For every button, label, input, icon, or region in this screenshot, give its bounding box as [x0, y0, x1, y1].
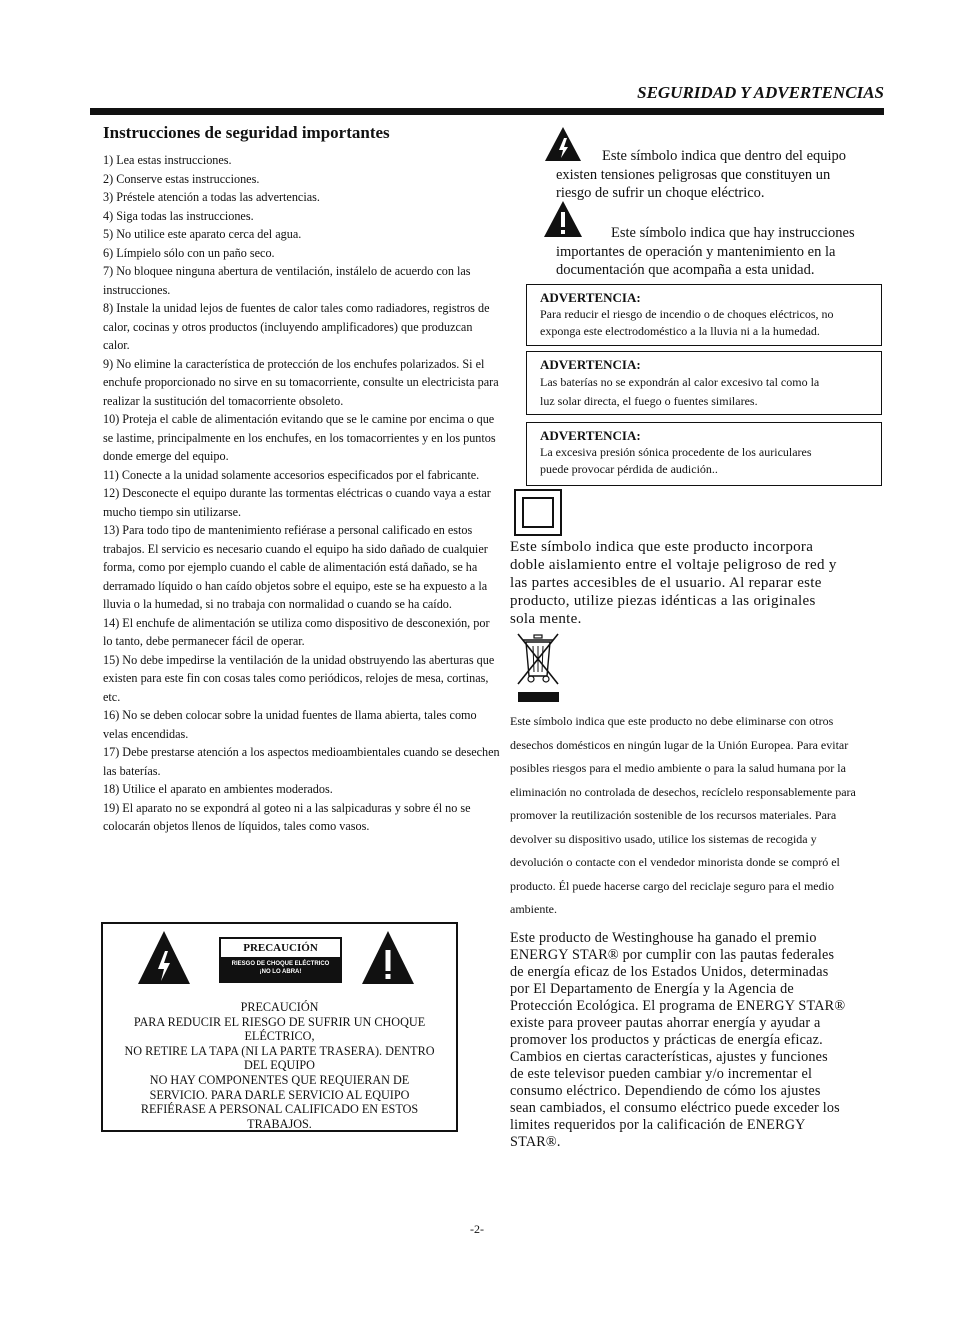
instructions-heading: Instrucciones de seguridad importantes: [103, 123, 390, 142]
text-line: Protección Ecológica. El programa de ENERGY STAR®: [510, 998, 846, 1014]
caution-line: NO HAY COMPONENTES QUE REQUIERAN DE: [149, 1072, 410, 1087]
double-insulation-text: [510, 538, 882, 628]
text-line: desechos domésticos en ningún lugar de la Unión Europea. Para evitar: [510, 737, 849, 752]
symbol-text-line: riesgo de sufrir un choque eléctrico.: [556, 185, 765, 201]
caution-line: TRABAJOS.: [247, 1116, 312, 1131]
list-item: 17) Debe prestarse atención a los aspectos medioambientales cuando se desechen las baterías.: [103, 745, 500, 778]
warning-box-headphones: [526, 422, 882, 486]
text-line: consumo eléctrico. Dependiendo de cómo los ajustes: [510, 1083, 821, 1099]
caution-line: NO RETIRE LA TAPA (NI LA PARTE TRASERA). DENTRO: [124, 1043, 435, 1058]
list-item: 18) Utilice el aparato en ambientes moderados.: [103, 782, 333, 796]
energy-star-text: [510, 930, 890, 1151]
list-item: 19) El aparato no se expondrá al goteo ni a las salpicaduras y sobre él no se colocarán objetos llenos de líquidos, tales como vasos.: [103, 800, 471, 833]
safety-instructions: [103, 122, 501, 836]
list-item: 6) Límpielo sólo con un paño seco.: [103, 245, 275, 260]
weee-text: [510, 710, 910, 922]
caution-line: SERVICIO. PARA DARLE SERVICIO AL EQUIPO: [149, 1087, 410, 1102]
warning-title: ADVERTENCIA:: [540, 290, 641, 305]
list-item: 5) No utilice este aparato cerca del agua.: [103, 227, 302, 241]
text-line: promover los productos y prácticas de energía eficaz.: [510, 1032, 823, 1048]
symbol-text-line: Este símbolo indica que dentro del equipo: [602, 148, 847, 164]
text-line: producto, utilize piezas idénticas a las originales: [510, 593, 816, 609]
text-line: de energía eficaz de los Estados Unidos, determinadas: [510, 964, 829, 980]
text-line: producto. Él puede hacerse cargo del reciclaje seguro para el medio: [510, 878, 834, 893]
list-item: 14) El enchufe de alimentación se utiliza como dispositivo de desconexión, por lo tanto, debe permanecer fácil de operar.: [103, 615, 490, 648]
warning-box-rain: [526, 284, 882, 346]
warning-line: La excesiva presión sónica procedente de los auriculares: [540, 445, 812, 459]
text-line: devolución o contacte con el vendedor minorista donde se compró el: [510, 855, 840, 869]
caution-label-title: PRECAUCIÓN: [221, 939, 340, 957]
text-line: sola mente.: [510, 611, 582, 627]
list-item: 2) Conserve estas instrucciones.: [103, 171, 260, 186]
list-item: 9) No elimine la característica de protección de los enchufes polarizados. Si el enchufe proporcionado no sirve en su tomacorriente, consulte un electricista para realizar la sustitución del tomacorriente obsoleto.: [103, 356, 499, 408]
caution-line: ELÉCTRICO,: [244, 1029, 315, 1044]
text-line: Este símbolo indica que este producto no debe eliminarse con otros: [510, 714, 834, 728]
text-line: existe para proveer pautas ahorrar energía y ayudar a: [510, 1015, 821, 1031]
page-number: -2-: [470, 1222, 484, 1236]
text-line: promover la reutilización sostenible de los recursos materiales. Para: [510, 808, 837, 822]
list-item: 12) Desconecte el equipo durante las tormentas eléctricas o cuando vaya a estar mucho tiempo sin utilizarse.: [103, 486, 491, 519]
text-line: Este símbolo indica que este producto incorpora: [510, 539, 814, 555]
header-rule: [90, 108, 884, 115]
exclamation-symbol-text: [556, 224, 886, 280]
caution-line: REFIÉRASE A PERSONAL CALIFICADO EN ESTOS: [140, 1102, 419, 1117]
list-item: 1) Lea estas instrucciones.: [103, 153, 232, 167]
lightning-symbol-text: [556, 147, 886, 203]
double-insulation-icon: [514, 489, 562, 536]
caution-line: PRECAUCIÓN: [240, 1000, 319, 1014]
text-line: de este televisor pueden cambiar y/o incrementar el: [510, 1066, 813, 1082]
list-item: 11) Conecte a la unidad solamente accesorios especificados por el fabricante.: [103, 467, 480, 482]
text-line: ENERGY STAR® por cumplir con las pautas federales: [510, 947, 835, 963]
caution-label: [219, 937, 342, 983]
text-line: STAR®.: [510, 1134, 561, 1150]
text-line: sean cambiados, el consumo eléctrico puede exceder los: [510, 1100, 840, 1116]
caution-label-sub1: RIESGO DE CHOQUE ELÉCTRICO: [231, 961, 330, 967]
warning-line: Para reducir el riesgo de incendio o de choques eléctricos, no: [540, 307, 834, 321]
warning-title: ADVERTENCIA:: [540, 357, 641, 372]
warning-line: puede provocar pérdida de audición..: [540, 462, 718, 476]
text-line: eliminación no controlada de desechos, recíclelo responsablemente para: [510, 784, 856, 799]
text-line: por El Departamento de Energía y la Agencia de: [510, 981, 794, 997]
lightning-warning-icon: [137, 930, 191, 985]
caution-line: PARA REDUCIR EL RIESGO DE SUFRIR UN CHOQUE: [133, 1014, 426, 1029]
list-item: 16) No se deben colocar sobre la unidad fuentes de llama abierta, tales como velas encendidas.: [103, 708, 477, 741]
warning-line: luz solar directa, el fuego o fuentes similares.: [540, 394, 758, 408]
warning-title: ADVERTENCIA:: [540, 428, 641, 443]
caution-line: DEL EQUIPO: [244, 1058, 315, 1073]
exclamation-warning-icon: [361, 930, 415, 985]
warning-box-batteries: [526, 351, 882, 415]
list-item: 3) Préstele atención a todas las advertencias.: [103, 190, 320, 204]
text-line: las partes accesibles de el usuario. Al reparar este: [510, 575, 822, 591]
symbol-text-line: importantes de operación y mantenimiento en la: [556, 243, 836, 260]
symbol-text-line: documentación que acompaña a esta unidad.: [556, 262, 815, 278]
crossed-bin-icon: [515, 632, 561, 704]
list-item: 13) Para todo tipo de mantenimiento refiérase a personal calificado en estos trabajos. El servicio es necesario cuando el equipo ha sido dañado de cualquier forma, como por ejemplo cuando el cable de alimentación está dañado, se ha derramado líquido o han caído objetos sobre el equipo, este se ha expuesto a la lluvia o la humedad, si no trabaja con normalidad o cuando se ha caído.: [103, 523, 488, 611]
list-item: 7) No bloquee ninguna abertura de ventilación, instálelo de acuerdo con las instrucciones.: [103, 264, 471, 297]
symbol-text-line: Este símbolo indica que hay instrucciones: [611, 225, 855, 241]
text-line: devolver su dispositivo usado, utilice los sistemas de recogida y: [510, 831, 817, 846]
symbol-text-line: existen tensiones peligrosas que constituyen un: [556, 166, 831, 183]
caution-text: [103, 1000, 456, 1131]
text-line: doble aislamiento entre el voltaje peligroso de red y: [510, 557, 837, 573]
list-item: 15) No debe impedirse la ventilación de la unidad obstruyendo las aberturas que existen para este fin con cosas tales como periódicos, relojes de mesa, cortinas, etc.: [103, 652, 495, 704]
text-line: Este producto de Westinghouse ha ganado el premio: [510, 930, 817, 946]
text-line: Cambios en ciertas características, ajustes y funciones: [510, 1049, 828, 1065]
warning-line: Las baterías no se expondrán al calor excesivo tal como la: [540, 375, 820, 389]
list-item: 10) Proteja el cable de alimentación evitando que se le camine por encima o que se lastime, principalmente en los enchufes, en los tomacorrientes y en los puntos donde emerge del equipo.: [103, 412, 496, 463]
instructions-list: [103, 151, 501, 836]
text-line: limites requeridos por la calificación de ENERGY: [510, 1117, 806, 1133]
list-item: 4) Siga todas las instrucciones.: [103, 208, 254, 223]
page-header-title: SEGURIDAD Y ADVERTENCIAS: [637, 83, 884, 102]
caution-box: [101, 922, 458, 1132]
list-item: 8) Instale la unidad lejos de fuentes de calor tales como radiadores, registros de calor, cocinas y otros productos (incluyendo amplificadores) que produzcan calor.: [103, 301, 490, 352]
text-line: posibles riesgos para el medio ambiente o para la salud humana por la: [510, 761, 846, 775]
caution-label-sub2: ¡NO LO ABRA!: [259, 968, 302, 975]
warning-line: exponga este electrodoméstico a la lluvia ni a la humedad.: [540, 324, 820, 338]
text-line: ambiente.: [510, 902, 557, 916]
